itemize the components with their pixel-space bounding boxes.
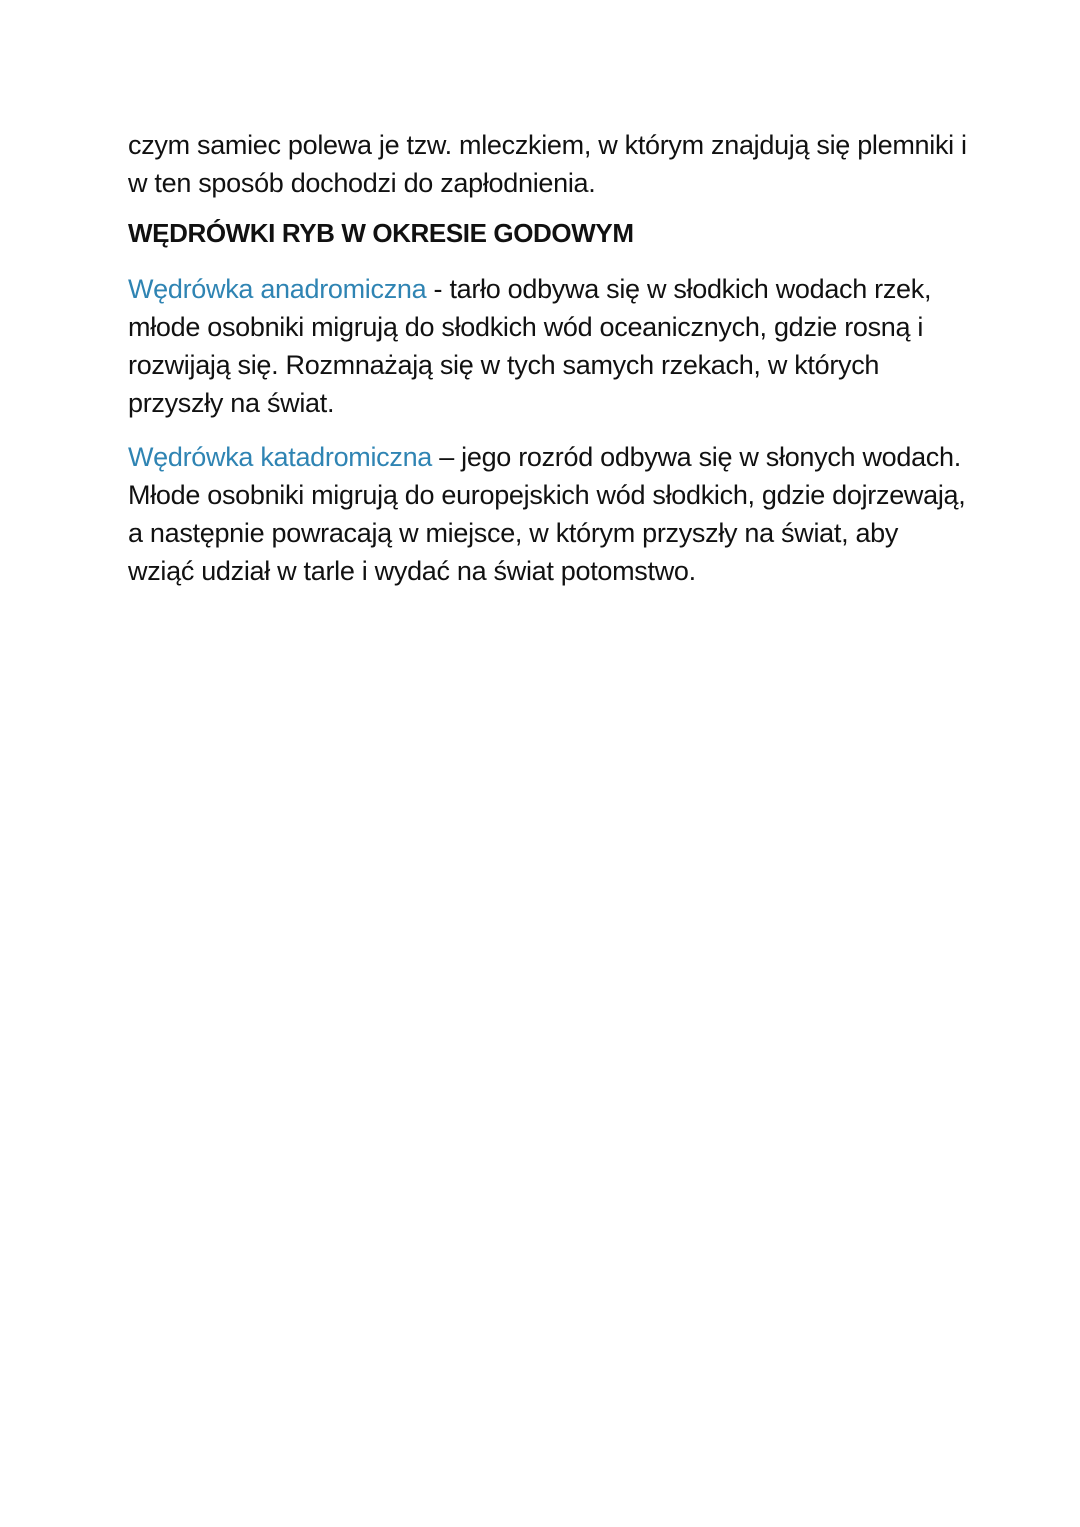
document-page xyxy=(128,126,968,590)
section-heading: WĘDRÓWKI RYB W OKRESIE GODOWYM xyxy=(128,218,634,248)
definition-catadromous xyxy=(128,438,968,590)
term-anadromous: Wędrówka anadromiczna xyxy=(128,274,427,304)
definition-anadromous-text: - tarło odbywa się w słodkich wodach rzek, młode osobniki migrują do słodkich wód oceanicznych, gdzie rosną i rozwijają się. Rozmnażają się w tych samych rzekach, w których przyszły na świat. xyxy=(128,274,932,418)
term-catadromous: Wędrówka katadromiczna xyxy=(128,442,433,472)
intro-paragraph: czym samiec polewa je tzw. mleczkiem, w którym znajdują się plemniki i w ten sposób dochodzi do zapłodnienia. xyxy=(128,130,967,198)
definition-anadromous xyxy=(128,270,968,422)
definition-catadromous-text: – jego rozród odbywa się w słonych wodach. Młode osobniki migrują do europejskich wód słodkich, gdzie dojrzewają, a następnie powracają w miejsce, w którym przyszły na świat, aby wziąć udział w tarle i wydać na świat potomstwo. xyxy=(128,442,966,586)
